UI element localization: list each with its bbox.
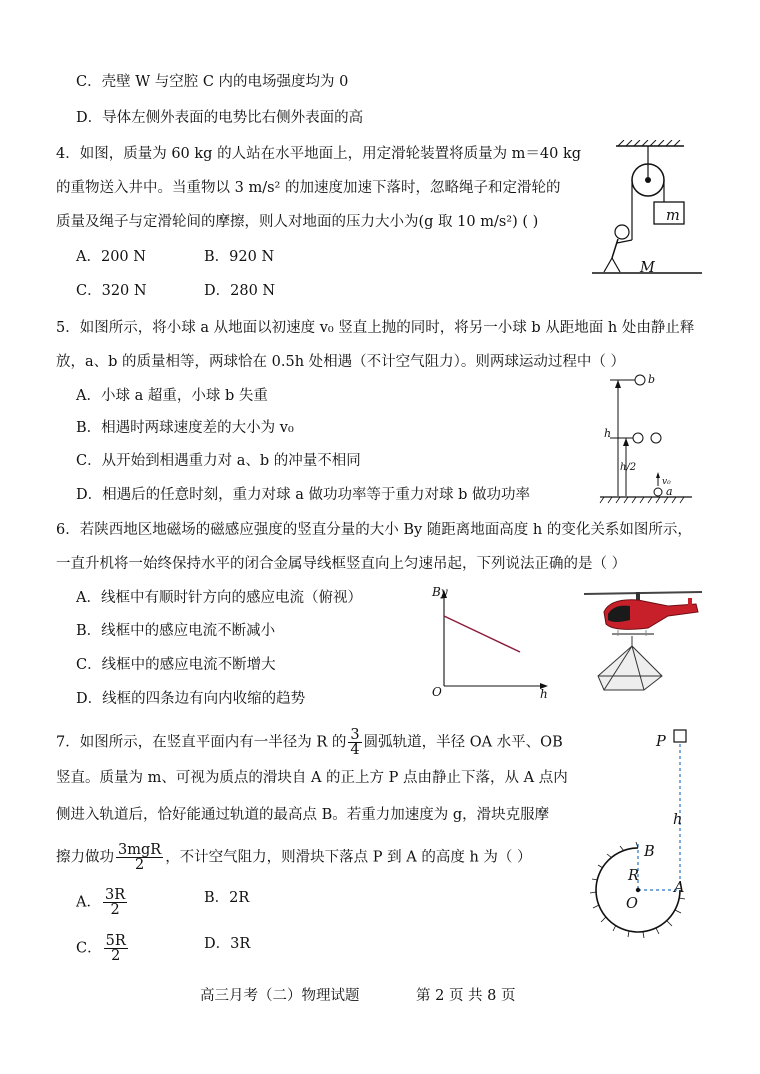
q5-fig-v0: v₀ [662,477,671,487]
q6-by-h-graph [428,586,558,698]
q7-option-c [76,934,130,963]
q7-stem-line4-b: ，不计空气阻力，则滑块下落点 P 到 A 的高度 h 为（ ） [165,849,532,866]
q6-helicopter-figure [584,584,704,700]
q7-option-c-label: C． [76,940,102,957]
footer-page-number: 第 2 页 共 8 页 [416,988,516,1004]
q7-stem-line2: 竖直。质量为 m、可视为质点的滑块自 A 的正上方 P 点由静止下落，从 A 点内 [56,770,568,786]
q7-frac1-denominator: 4 [350,742,360,758]
footer-title: 高三月考（二）物理试题 [200,988,360,1004]
q7-frac2-denominator: 2 [134,857,145,873]
q5-option-d: D．相遇后的任意时刻，重力对球 a 做功功率等于重力对球 b 做功功率 [76,487,530,503]
q7-fig-O: O [626,896,638,912]
q6-graph-x-label: h [540,687,548,701]
q7-stem-line1 [56,728,563,757]
q7-stem-line4 [56,843,532,872]
q7-option-a-label: A． [76,894,101,911]
q6-stem-line1: 6．若陕西地区地磁场的磁感应强度的竖直分量的大小 By 随距离地面高度 h 的变化关系如图所示， [56,522,692,538]
q5-fig-h: h [604,427,612,440]
q7-fig-h: h [673,812,683,828]
q7-option-c-fraction [104,934,128,963]
q7-option-a [76,888,129,917]
q6-stem-line2: 一直升机将一始终保持水平的闭合金属导线框竖直向上匀速吊起，下列说法正确的是（ ） [56,556,627,572]
q6-option-c: C．线框中的感应电流不断增大 [76,657,276,673]
q7-stem-line4-a: 擦力做功 [56,849,114,866]
q7-stem-line1-a: 7．如图所示，在竖直平面内有一半径为 R 的 [56,734,347,751]
q6-graph-y-label: By [432,585,448,599]
q5-stem-line2: 放，a、b 的质量相等，两球恰在 0.5h 处相遇（不计空气阻力）。则两球运动过程中（ ） [56,354,626,370]
q7-frac2-numerator: 3mgR [118,842,162,858]
q4-fig-label-M: M [640,260,655,276]
q6-option-b: B．线框中的感应电流不断减小 [76,623,276,639]
q4-option-b: B．920 N [204,249,275,265]
q7-option-b: B．2R [204,890,250,906]
q3-option-c: C．壳壁 W 与空腔 C 内的电场强度均为 0 [76,74,349,90]
q7-option-a-denominator: 2 [110,902,120,918]
q4-stem-line1: 4．如图，质量为 60 kg 的人站在水平地面上，用定滑轮装置将质量为 m＝40 kg [56,146,582,162]
q5-fig-h2: h/2 [620,462,637,473]
q4-option-a: A．200 N [76,249,146,265]
q7-option-a-fraction [103,888,127,917]
q5-option-c: C．从开始到相遇重力对 a、b 的冲量不相同 [76,453,361,469]
q4-stem-line3: 质量及绳子与定滑轮间的摩擦，则人对地面的压力大小为(g 取 10 m/s²) ( ) [56,214,539,230]
q7-track-figure [588,726,708,948]
q7-fraction-three-quarters [348,728,361,757]
q4-fig-label-m: m [666,208,680,224]
q4-option-c: C．320 N [76,283,147,299]
q7-option-d: D．3R [204,936,251,952]
q7-fig-P: P [656,734,666,750]
q7-fig-A: A [674,880,685,896]
q5-option-a: A．小球 a 超重，小球 b 失重 [76,388,268,404]
q4-stem-line2: 的重物送入井中。当重物以 3 m/s² 的加速度加速下落时，忽略绳子和定滑轮的 [56,180,561,196]
q7-fig-B: B [644,844,655,860]
q7-fraction-work [116,843,163,872]
q5-stem-line1: 5．如图所示，将小球 a 从地面以初速度 v₀ 竖直上抛的同时，将另一小球 b 从距地面 h 处由静止释 [56,320,695,336]
q5-fig-a: a [666,485,673,498]
q6-graph-line [444,616,520,652]
q7-frac1-numerator: 3 [350,727,360,743]
q4-option-d: D．280 N [204,283,276,299]
q7-option-c-numerator: 5R [105,933,126,949]
q7-option-a-numerator: 3R [104,887,126,903]
q7-fig-R: R [628,868,639,884]
q7-stem-line1-b: 圆弧轨道，半径 OA 水平、OB [363,734,563,751]
q7-stem-line3: 侧进入轨道后，恰好能通过轨道的最高点 B。若重力加速度为 g，滑块克服摩 [56,807,550,823]
q3-option-d: D．导体左侧外表面的电势比右侧外表面的高 [76,110,364,126]
q5-option-b: B．相遇时两球速度差的大小为 v₀ [76,420,294,436]
q6-graph-origin-label: O [432,685,442,699]
q7-option-c-denominator: 2 [111,948,121,964]
q6-option-d: D．线框的四条边有向内收缩的趋势 [76,691,306,707]
q6-option-a: A．线框中有顺时针方向的感应电流（俯视） [76,590,362,606]
q5-fig-b: b [648,373,656,386]
